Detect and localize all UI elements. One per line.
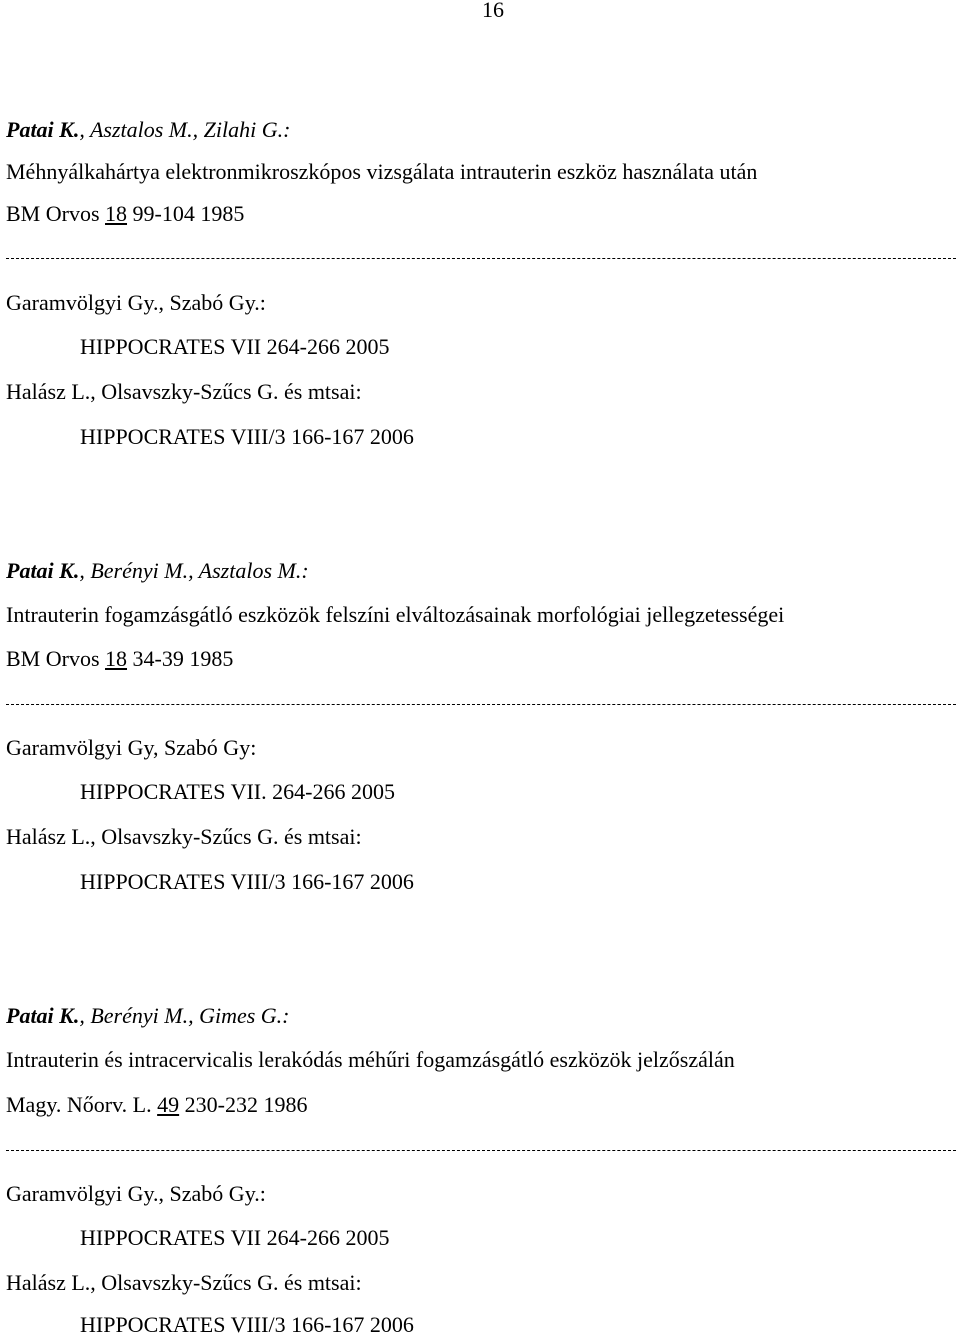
entry-2-citation-2-authors: Halász L., Olsavszky-Szűcs G. és mtsai: <box>6 824 362 849</box>
separator-1 <box>6 258 956 259</box>
entry-1-volume: 18 <box>105 201 128 226</box>
entry-2-pages-year: 34-39 1985 <box>132 646 234 671</box>
entry-3-citation-2-authors: Halász L., Olsavszky-Szűcs G. és mtsai: <box>6 1270 362 1295</box>
entry-3-authors <box>6 1003 290 1029</box>
entry-1-journal-name: BM Orvos <box>6 201 100 226</box>
entry-3-citation-1-authors: Garamvölgyi Gy., Szabó Gy.: <box>6 1181 266 1206</box>
entry-2-authors <box>6 558 309 584</box>
entry-3-journal-name: Magy. Nőorv. L. <box>6 1092 152 1117</box>
entry-1-citation-2-source: HIPPOCRATES VIII/3 166-167 2006 <box>80 424 414 449</box>
entry-2-journal <box>6 646 233 672</box>
entry-1-citation-1-authors: Garamvölgyi Gy., Szabó Gy.: <box>6 290 266 315</box>
entry-3-citation-2-source: HIPPOCRATES VIII/3 166-167 2006 <box>80 1312 414 1337</box>
entry-1-title: Méhnyálkahártya elektronmikroszkópos vizsgálata intrauterin eszköz használata után <box>6 159 758 184</box>
entry-3-lead-author: Patai K. <box>6 1003 80 1028</box>
entry-2-title: Intrauterin fogamzásgátló eszközök felszíni elváltozásainak morfológiai jellegzetességei <box>6 602 785 627</box>
entry-1-authors <box>6 117 290 143</box>
entry-1-pages-year: 99-104 1985 <box>132 201 245 226</box>
entry-2-citation-2-source: HIPPOCRATES VIII/3 166-167 2006 <box>80 869 414 894</box>
entry-2-citation-1-source: HIPPOCRATES VII. 264-266 2005 <box>80 779 395 804</box>
separator-3 <box>6 1150 956 1151</box>
separator-2 <box>6 704 956 705</box>
entry-1-citation-2-authors: Halász L., Olsavszky-Szűcs G. és mtsai: <box>6 379 362 404</box>
entry-2-coauthors: , Berényi M., Asztalos M.: <box>79 558 309 583</box>
entry-1-citation-1-source: HIPPOCRATES VII 264-266 2005 <box>80 334 390 359</box>
entry-1-coauthors: , Asztalos M., Zilahi G.: <box>79 117 291 142</box>
entry-2-lead-author: Patai K. <box>6 558 80 583</box>
page-number: 16 <box>482 0 504 22</box>
entry-1-journal <box>6 201 244 227</box>
entry-3-title: Intrauterin és intracervicalis lerakódás méhűri fogamzásgátló eszközök jelzőszálán <box>6 1047 735 1072</box>
entry-2-citation-1-authors: Garamvölgyi Gy, Szabó Gy: <box>6 735 257 760</box>
entry-3-coauthors: , Berényi M., Gimes G.: <box>79 1003 290 1028</box>
entry-2-volume: 18 <box>105 646 128 671</box>
entry-1-lead-author: Patai K. <box>6 117 80 142</box>
entry-3-volume: 49 <box>157 1092 180 1117</box>
entry-3-journal <box>6 1092 307 1118</box>
entry-3-citation-1-source: HIPPOCRATES VII 264-266 2005 <box>80 1225 390 1250</box>
entry-2-journal-name: BM Orvos <box>6 646 100 671</box>
entry-3-pages-year: 230-232 1986 <box>184 1092 308 1117</box>
